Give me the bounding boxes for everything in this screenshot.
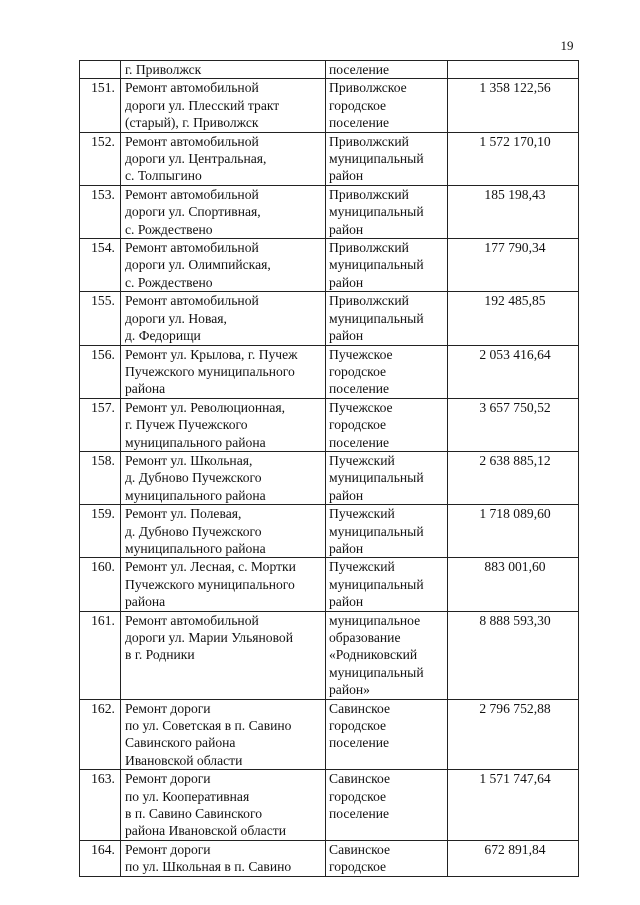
row-number bbox=[80, 770, 121, 841]
row-number-text: 154. bbox=[91, 240, 115, 256]
recipient-name-line: муниципальное bbox=[329, 612, 421, 628]
recipient-name-line: Савинское bbox=[329, 841, 391, 857]
recipient-name bbox=[326, 79, 448, 132]
object-name-line: в п. Савино Савинского bbox=[125, 806, 262, 822]
object-name bbox=[121, 451, 326, 504]
table-row bbox=[80, 505, 579, 558]
amount-value: 185 198,43 bbox=[484, 186, 546, 202]
table-row bbox=[80, 699, 579, 770]
recipient-name bbox=[326, 840, 448, 876]
object-name-line: Ивановской области bbox=[125, 752, 243, 768]
object-name bbox=[121, 345, 326, 398]
row-number-text: 156. bbox=[91, 346, 115, 362]
object-name-line: в г. Родники bbox=[125, 647, 195, 663]
object-name-line: (старый), г. Приволжск bbox=[125, 115, 259, 131]
object-name-line: Ремонт ул. Крылова, г. Пучеж bbox=[125, 346, 298, 362]
table-row-continuation bbox=[80, 61, 579, 79]
amount bbox=[448, 699, 579, 770]
object-name-line: района bbox=[125, 594, 166, 610]
row-number-text: 159. bbox=[91, 506, 115, 522]
recipient-name-line: Приволжское bbox=[329, 80, 407, 96]
table-row bbox=[80, 558, 579, 611]
row-number-text: 160. bbox=[91, 559, 115, 575]
table-row bbox=[80, 770, 579, 841]
recipient-name-line: муниципальный bbox=[329, 151, 424, 167]
amount bbox=[448, 451, 579, 504]
amount-value: 1 572 170,10 bbox=[479, 133, 551, 149]
object-name bbox=[121, 699, 326, 770]
amount-value: 1 718 089,60 bbox=[479, 506, 551, 522]
row-number bbox=[80, 840, 121, 876]
table-body bbox=[80, 61, 579, 877]
recipient-name-line: Пучежский bbox=[329, 452, 395, 468]
recipient-name-line: район bbox=[329, 328, 364, 344]
recipient-name bbox=[326, 185, 448, 238]
object-name bbox=[121, 185, 326, 238]
object-name bbox=[121, 770, 326, 841]
object-name-line: Пучежского муниципального bbox=[125, 363, 295, 379]
object-name-line: дороги ул. Олимпийская, bbox=[125, 257, 271, 273]
row-number-text: 157. bbox=[91, 399, 115, 415]
table-row bbox=[80, 185, 579, 238]
recipient-name-line: район bbox=[329, 168, 364, 184]
object-name bbox=[121, 558, 326, 611]
amount bbox=[448, 132, 579, 185]
amount-value: 1 358 122,56 bbox=[479, 80, 551, 96]
amount bbox=[448, 345, 579, 398]
object-name bbox=[121, 505, 326, 558]
row-number bbox=[80, 505, 121, 558]
object-name-line: по ул. Школьная в п. Савино bbox=[125, 859, 292, 875]
recipient-name-line: Савинское bbox=[329, 700, 391, 716]
recipient-name-line: городское bbox=[329, 363, 387, 379]
object-name-line: муниципального района bbox=[125, 487, 266, 503]
row-number bbox=[80, 79, 121, 132]
object-name-line: с. Толпыгино bbox=[125, 168, 202, 184]
recipient-name-line: муниципальный bbox=[329, 257, 424, 273]
recipient-name-line: образование bbox=[329, 630, 401, 645]
recipient-name-line: муниципальный bbox=[329, 204, 424, 220]
object-name-line: г. Пучеж Пучежского bbox=[125, 417, 248, 433]
object-name-line: муниципального района bbox=[125, 540, 266, 556]
table-row bbox=[80, 840, 579, 876]
recipient-name-line: Пучежское bbox=[329, 346, 393, 362]
row-number-text: 151. bbox=[91, 80, 115, 96]
amount-value: 3 657 750,52 bbox=[479, 399, 551, 415]
recipient-name bbox=[326, 132, 448, 185]
row-number-text: 161. bbox=[91, 612, 115, 628]
recipient-name-line: городское bbox=[329, 859, 387, 875]
recipient-name-line: поселение bbox=[329, 434, 390, 450]
recipient-name bbox=[326, 61, 448, 79]
recipient-name-line: поселение bbox=[329, 62, 390, 77]
object-name-line: Ремонт ул. Лесная, с. Мортки bbox=[125, 559, 296, 575]
object-name-line: Ремонт автомобильной bbox=[125, 293, 259, 309]
amount bbox=[448, 292, 579, 345]
row-number bbox=[80, 132, 121, 185]
row-number bbox=[80, 699, 121, 770]
recipient-name-line: городское bbox=[329, 788, 387, 804]
recipient-name-line: Приволжский bbox=[329, 186, 409, 202]
object-name-line: Ремонт автомобильной bbox=[125, 240, 259, 256]
recipient-name-line: Приволжский bbox=[329, 133, 409, 149]
amount bbox=[448, 239, 579, 292]
row-number-text: 164. bbox=[91, 841, 115, 857]
recipient-name-line: муниципальный bbox=[329, 576, 424, 592]
object-name-line: дороги ул. Новая, bbox=[125, 310, 227, 326]
object-name bbox=[121, 79, 326, 132]
row-number-text: 163. bbox=[91, 771, 115, 787]
object-name-line: Ремонт ул. Школьная, bbox=[125, 452, 253, 468]
object-name-line: Ремонт дороги bbox=[125, 771, 211, 787]
amount-value: 2 638 885,12 bbox=[479, 452, 551, 468]
object-name bbox=[121, 611, 326, 699]
object-name-line: Ремонт ул. Революционная, bbox=[125, 399, 286, 415]
object-name bbox=[121, 292, 326, 345]
recipient-name-line: район» bbox=[329, 682, 370, 698]
object-name-line: Ремонт дороги bbox=[125, 841, 211, 857]
row-number bbox=[80, 239, 121, 292]
amount-value: 1 571 747,64 bbox=[479, 771, 551, 787]
row-number bbox=[80, 611, 121, 699]
object-name bbox=[121, 239, 326, 292]
recipient-name-line: район bbox=[329, 540, 364, 556]
recipient-name-line: поселение bbox=[329, 735, 390, 751]
row-number bbox=[80, 398, 121, 451]
table-row bbox=[80, 292, 579, 345]
object-name-line: дороги ул. Марии Ульяновой bbox=[125, 630, 293, 645]
row-number-text: 158. bbox=[91, 452, 115, 468]
object-name-line: Ремонт автомобильной bbox=[125, 186, 259, 202]
object-name-line: с. Рождествено bbox=[125, 221, 213, 237]
object-name-line: с. Рождествено bbox=[125, 274, 213, 290]
table-row bbox=[80, 132, 579, 185]
amount-value: 2 796 752,88 bbox=[479, 700, 551, 716]
amount-value: 8 888 593,30 bbox=[479, 612, 551, 628]
row-number-text: 153. bbox=[91, 186, 115, 202]
amount-value: 192 485,85 bbox=[484, 293, 546, 309]
table-row bbox=[80, 451, 579, 504]
object-name-line: по ул. Советская в п. Савино bbox=[125, 718, 292, 734]
amount-value: 672 891,84 bbox=[484, 841, 546, 857]
row-number bbox=[80, 292, 121, 345]
recipient-name-line: муниципальный bbox=[329, 470, 424, 486]
object-name-line: района Ивановской области bbox=[125, 823, 286, 839]
recipient-name-line: Савинское bbox=[329, 771, 391, 787]
recipient-name-line: Пучежское bbox=[329, 399, 393, 415]
row-number-text: 152. bbox=[91, 133, 115, 149]
amount bbox=[448, 611, 579, 699]
row-number bbox=[80, 558, 121, 611]
object-name-line: Ремонт автомобильной bbox=[125, 612, 259, 628]
object-name-line: Пучежского муниципального bbox=[125, 576, 295, 592]
row-number-text: 162. bbox=[91, 700, 115, 716]
recipient-name-line: городское bbox=[329, 97, 387, 113]
row-number bbox=[80, 61, 121, 79]
recipient-name-line: поселение bbox=[329, 115, 390, 131]
amount bbox=[448, 79, 579, 132]
recipient-name-line: муниципальный bbox=[329, 310, 424, 326]
recipient-name-line: Пучежский bbox=[329, 506, 395, 522]
amount bbox=[448, 185, 579, 238]
object-name bbox=[121, 61, 326, 79]
object-name-line: по ул. Кооперативная bbox=[125, 788, 250, 804]
object-name-line: д. Дубново Пучежского bbox=[125, 470, 262, 486]
recipient-name-line: район bbox=[329, 274, 364, 290]
amount bbox=[448, 558, 579, 611]
recipient-name bbox=[326, 699, 448, 770]
object-name-line: г. Приволжск bbox=[125, 62, 202, 77]
recipient-name-line: Пучежский bbox=[329, 559, 395, 575]
recipient-name-line: Приволжский bbox=[329, 240, 409, 256]
object-name-line: дороги ул. Спортивная, bbox=[125, 204, 261, 220]
object-name-line: Ремонт автомобильной bbox=[125, 80, 259, 96]
row-number bbox=[80, 185, 121, 238]
object-name-line: Ремонт автомобильной bbox=[125, 133, 259, 149]
recipient-name-line: городское bbox=[329, 718, 387, 734]
recipient-name-line: Приволжский bbox=[329, 293, 409, 309]
recipient-name bbox=[326, 505, 448, 558]
amount bbox=[448, 840, 579, 876]
table-row bbox=[80, 239, 579, 292]
amount-value: 883 001,60 bbox=[484, 559, 546, 575]
amount bbox=[448, 770, 579, 841]
object-name bbox=[121, 132, 326, 185]
recipient-name bbox=[326, 558, 448, 611]
object-name-line: муниципального района bbox=[125, 434, 266, 450]
object-name bbox=[121, 840, 326, 876]
row-number bbox=[80, 451, 121, 504]
recipient-name bbox=[326, 770, 448, 841]
road-repair-table bbox=[79, 60, 579, 877]
recipient-name bbox=[326, 451, 448, 504]
object-name bbox=[121, 398, 326, 451]
recipient-name bbox=[326, 292, 448, 345]
table-row bbox=[80, 345, 579, 398]
amount-value: 2 053 416,64 bbox=[479, 346, 551, 362]
table-row bbox=[80, 79, 579, 132]
recipient-name-line: городское bbox=[329, 417, 387, 433]
object-name-line: дороги ул. Плесский тракт bbox=[125, 97, 280, 113]
recipient-name-line: муниципальный bbox=[329, 523, 424, 539]
amount-value: 177 790,34 bbox=[484, 240, 546, 256]
recipient-name-line: «Родниковский bbox=[329, 647, 418, 663]
recipient-name-line: район bbox=[329, 594, 364, 610]
object-name-line: района bbox=[125, 381, 166, 397]
object-name-line: дороги ул. Центральная, bbox=[125, 151, 267, 167]
recipient-name bbox=[326, 611, 448, 699]
object-name-line: д. Дубново Пучежского bbox=[125, 523, 262, 539]
recipient-name bbox=[326, 345, 448, 398]
page-number: 19 bbox=[560, 38, 574, 53]
table-row bbox=[80, 611, 579, 699]
recipient-name-line: район bbox=[329, 487, 364, 503]
recipient-name bbox=[326, 239, 448, 292]
recipient-name-line: муниципальный bbox=[329, 664, 424, 680]
object-name-line: д. Федорищи bbox=[125, 328, 201, 344]
recipient-name-line: поселение bbox=[329, 806, 390, 822]
object-name-line: Ремонт ул. Полевая, bbox=[125, 506, 242, 522]
recipient-name bbox=[326, 398, 448, 451]
recipient-name-line: поселение bbox=[329, 381, 390, 397]
amount bbox=[448, 398, 579, 451]
table-row bbox=[80, 398, 579, 451]
amount bbox=[448, 61, 579, 79]
object-name-line: Савинского района bbox=[125, 735, 236, 751]
row-number bbox=[80, 345, 121, 398]
recipient-name-line: район bbox=[329, 221, 364, 237]
object-name-line: Ремонт дороги bbox=[125, 700, 211, 716]
row-number-text: 155. bbox=[91, 293, 115, 309]
amount bbox=[448, 505, 579, 558]
